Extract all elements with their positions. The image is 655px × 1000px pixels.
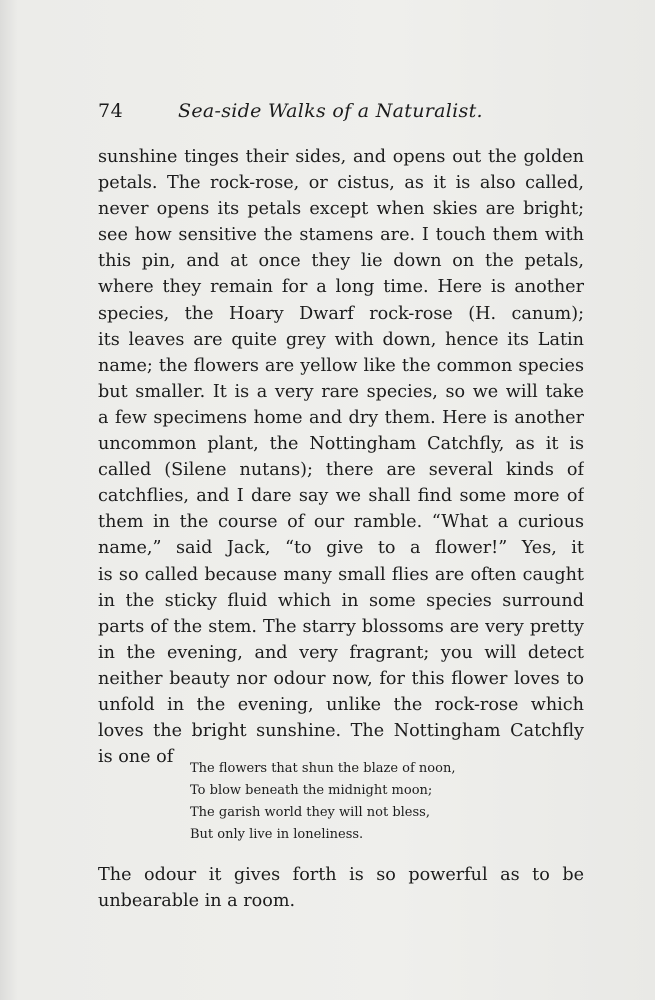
verse-line: But only live in loneliness. — [190, 827, 364, 842]
text-line: in the sticky fluid which in some species surround — [98, 590, 584, 611]
running-title: Sea-side Walks of a Naturalist. — [178, 100, 483, 122]
page-number: 74 — [98, 100, 124, 122]
verse-line: The flowers that shun the blaze of noon, — [190, 761, 456, 776]
text-line: never opens its petals except when skies are bright; — [98, 199, 584, 220]
text-line: is so called because many small flies are often caught — [98, 564, 584, 585]
text-line: unfold in the evening, unlike the rock-rose which — [98, 694, 584, 715]
text-line: The odour it gives forth is so powerful as to be — [98, 865, 584, 885]
text-line: unbearable in a room. — [98, 891, 296, 912]
text-line: species, the Hoary Dwarf rock-rose (H. canum); — [98, 303, 584, 324]
text-line: but smaller. It is a very rare species, so we will take — [98, 381, 584, 402]
text-line: in the evening, and very fragrant; you will detect — [98, 642, 584, 663]
text-line: name; the flowers are yellow like the common species — [98, 355, 584, 376]
text-line: called (Silene nutans); there are several kinds of — [98, 460, 584, 481]
text-line: catchflies, and I dare say we shall find some more of — [98, 486, 584, 507]
text-line: where they remain for a long time. Here is another — [98, 277, 584, 298]
text-line: neither beauty nor odour now, for this flower loves to — [98, 668, 584, 689]
text-line: its leaves are quite grey with down, hence its Latin — [98, 329, 584, 350]
text-line: see how sensitive the stamens are. I touch them with — [98, 225, 584, 246]
text-line: petals. The rock-rose, or cistus, as it is also called, — [98, 173, 584, 194]
text-line: is one of — [98, 747, 174, 768]
text-line: name,” said Jack, “to give to a flower!” Yes, it — [98, 538, 584, 559]
verse-line: To blow beneath the midnight moon; — [190, 783, 433, 798]
text-line: loves the bright sunshine. The Nottingham Catchfly — [98, 721, 584, 742]
text-line: sunshine tinges their sides, and opens out the golden — [98, 147, 584, 167]
text-line: this pin, and at once they lie down on the petals, — [98, 251, 584, 272]
body-paragraph — [98, 144, 584, 770]
text-line: parts of the stem. The starry blossoms are very pretty — [98, 616, 584, 637]
verse-line: The garish world they will not bless, — [190, 805, 430, 820]
closing-paragraph — [98, 862, 584, 914]
verse-quotation — [190, 758, 490, 846]
text-line: them in the course of our ramble. “What a curious — [98, 512, 584, 533]
running-head — [98, 100, 558, 130]
text-line: uncommon plant, the Nottingham Catchfly, as it is — [98, 434, 584, 455]
text-line: a few specimens home and dry them. Here is another — [98, 407, 584, 428]
